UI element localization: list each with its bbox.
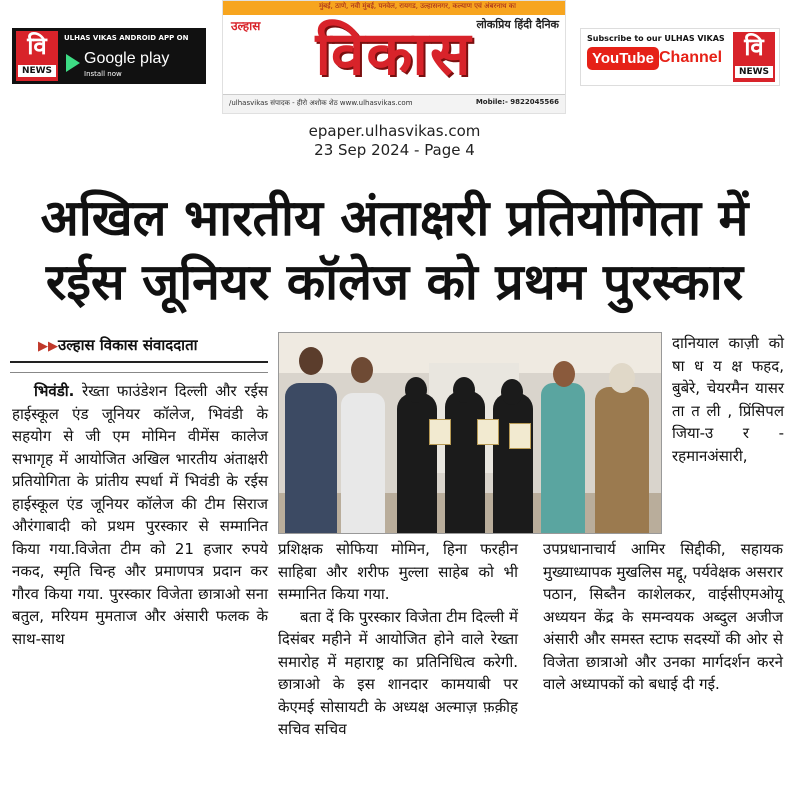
vikas-news-logo: वि NEWS — [16, 31, 58, 81]
masthead-footer — [223, 94, 565, 113]
column-1-text: रेख्ता फाउंडेशन दिल्ली और रईस हाईस्कूल एंड जूनियर कॉलेज, भिवंडी के सहयोग से जी एम मोमिन वीमेंस कालेज सभागृह में आयोजित अखिल भारतीय अंताक्षरी प्रतियोगिता के प्रांतीय स्पर्धा में भिवंडी के रईस हाईस्कूल एंड जूनियर कॉलेज की टीम सिराज औरंगाबादी को प्रथम पुरस्कार से सम्मानित किया गया.विजेता टीम को 21 हजार रुपये नकद, स्मृति चिन्ह और प्रमाणपत्र प्रदान कर गौरव किया गया. पुरस्कार विजेता छात्राओ सना बतुल, मरियम मुमताज और अंसारी फलक के साथ-साथ — [12, 382, 268, 648]
column-3-text: उपप्रधानाचार्य आमिर सिद्दीकी, सहायक मुख्याध्यापक मुखलिस मद्दू, पर्यवेक्षक असरार पठान, सिब्तैन काशेलकर, वाईसीएमओयू अध्ययन केंद्र के समन्वयक अब्दुल अजीज अंसारी और समस्त स्टाफ सदस्यों की ओर से विजेता छात्राओ और उनका मार्गदर्शन करने वाले अध्यापकों को बधाई दी गई. — [543, 540, 783, 693]
person-2-head — [351, 357, 373, 383]
youtube-logo: YouTube — [587, 47, 659, 70]
certificate-2 — [477, 419, 499, 445]
certificate-3 — [509, 423, 531, 449]
certificate-1 — [429, 419, 451, 445]
person-1 — [285, 383, 337, 533]
youtube-subscribe-text: Subscribe to our ULHAS VIKAS — [587, 34, 725, 43]
masthead-title: विकास — [315, 19, 473, 89]
android-app-badge[interactable] — [12, 28, 206, 84]
person-5 — [493, 393, 533, 533]
masthead-tagline: लोकप्रिय हिंदी दैनिक — [476, 18, 559, 31]
youtube-channel-text: Channel — [659, 49, 723, 66]
person-4 — [445, 391, 485, 533]
masthead-ulhas: उल्हास — [231, 19, 261, 33]
column-3-top-text: दानियाल काज़ी को षा ध य क्ष फहद, बुबेरे, चेयरमैन यासर ता त ली , प्रिंसिपल जिया-उ र - रहमानअंसारी, — [672, 334, 784, 465]
column-2-para-1: प्रशिक्षक सोफिया मोमिन, हिना फरहीन साहिबा और शरीफ मुल्ला साहेब को भी सम्मानित किया गया. — [278, 540, 518, 603]
byline-rule-thin — [10, 372, 268, 373]
epaper-url[interactable]: epaper.ulhasvikas.com — [308, 122, 481, 140]
person-5-head — [501, 379, 523, 405]
person-4-head — [453, 377, 475, 403]
youtube-channel-badge[interactable] — [580, 28, 780, 86]
person-3-head — [405, 377, 427, 403]
install-now-text: Install now — [84, 70, 122, 78]
article-column-3 — [543, 538, 783, 696]
person-7-head — [609, 363, 635, 393]
byline: उल्हास विकास संवाददाता — [58, 336, 198, 354]
headline-line-2: रईस जूनियर कॉलेज को प्रथम पुरस्कार — [45, 253, 744, 311]
award-photo — [278, 332, 662, 534]
google-play-icon — [66, 54, 80, 72]
edition-date: 23 Sep 2024 - Page 4 — [314, 141, 475, 159]
masthead-top-strip — [223, 1, 565, 15]
app-badge-label: ULHAS VIKAS ANDROID APP ON — [64, 34, 189, 42]
person-6 — [541, 383, 585, 533]
person-3 — [397, 393, 437, 533]
byline-arrow-icon: ▶▶ — [38, 339, 58, 354]
dateline: भिवंडी. — [34, 382, 75, 400]
column-2-para-2: बता दें कि पुरस्कार विजेता टीम दिल्ली में दिसंबर महीने में आयोजित होने वाले रेख्ता समारोह में महाराष्ट्र का प्रतिनिधित्व करेगी. छात्राओ के इस शानदार कामयाबी पर केएमई सोसायटी के अध्यक्ष अल्माज़ फ़क़ीह सचिव सचिव — [278, 607, 518, 738]
article-column-2 — [278, 538, 518, 741]
article-column-1 — [12, 380, 268, 650]
headline-line-1: अखिल भारतीय अंताक्षरी प्रतियोगिता में — [40, 189, 749, 247]
vikas-news-logo: वि NEWS — [733, 32, 775, 82]
google-play-text: Google play — [84, 50, 170, 67]
masthead-social: /ulhasvikas संपादक - हीरो अशोक शेठ www.ulhasvikas.com — [229, 99, 413, 107]
masthead-mobile: Mobile:- 9822045566 — [475, 98, 559, 106]
person-1-head — [299, 347, 323, 375]
masthead — [222, 0, 566, 114]
article-column-3-top — [672, 332, 784, 467]
byline-rule — [10, 361, 268, 363]
person-7 — [595, 387, 649, 533]
person-6-head — [553, 361, 575, 387]
person-2 — [341, 393, 385, 533]
masthead-cities: मुंबई, ठाणे, नवी मुंबई, पनवेल, रायगड, उल्हासनगर, कल्याण एवं अंबरनाथ का — [319, 2, 516, 10]
